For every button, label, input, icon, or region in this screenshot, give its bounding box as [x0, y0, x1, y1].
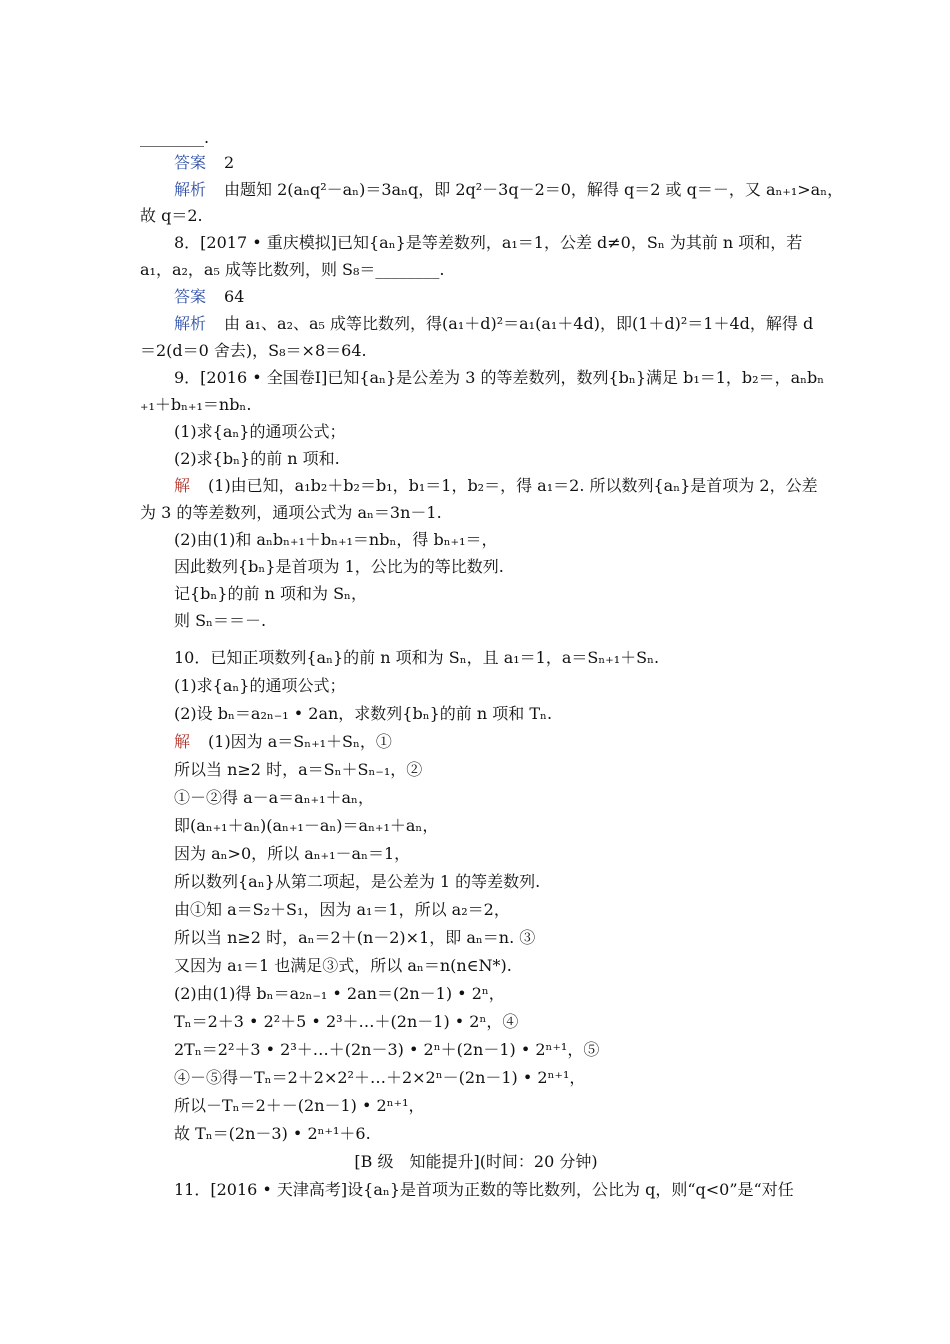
text-line — [174, 788, 374, 808]
text-line — [174, 449, 340, 469]
line-text: 记{bₙ}的前 n 项和为 Sₙ， — [174, 584, 367, 603]
line-text: 11．[2016 • 天津高考]设{aₙ}是首项为正数的等比数列，公比为 q，则“q<0”是“对任 — [174, 1180, 794, 1199]
blank-fill-line — [140, 128, 209, 148]
line-text: 则 Sₙ＝＝－. — [174, 611, 267, 630]
line-text: 64 — [224, 287, 245, 306]
line-text: (2)由(1)和 aₙbₙ₊₁＋bₙ₊₁＝nbₙ，得 bₙ₊₁＝， — [174, 530, 498, 549]
line-text: 所以当 n≥2 时，aₙ＝2＋(n－2)×1，即 aₙ＝n. ③ — [174, 928, 536, 947]
line-text: 为 3 的等差数列，通项公式为 aₙ＝3n－1. — [140, 503, 442, 522]
line-text: 8．[2017 • 重庆模拟]已知{aₙ}是等差数列，a₁＝1，公差 d≠0，Sₙ 为其前 n 项和，若 — [174, 233, 803, 252]
answer-line — [174, 153, 234, 173]
answer-tag: 答案 — [174, 287, 207, 306]
text-line — [174, 557, 504, 577]
text-line — [174, 422, 346, 442]
text-line — [174, 676, 346, 696]
text-line — [140, 260, 445, 280]
text-line — [174, 900, 510, 920]
line-text: 由①知 a＝S₂＋S₁，因为 a₁＝1，所以 a₂＝2， — [174, 900, 510, 919]
line-text: 因为 aₙ>0，所以 aₙ₊₁－aₙ＝1， — [174, 844, 411, 863]
line-text: a₁，a₂，a₅ 成等比数列，则 S₈＝________. — [140, 260, 445, 279]
text-line — [174, 1124, 371, 1144]
line-text: [B 级 知能提升](时间：20 分钟) — [354, 1152, 598, 1171]
line-text: ①－②得 a－a＝aₙ₊₁＋aₙ， — [174, 788, 374, 807]
question-8-line — [174, 233, 802, 253]
line-text: 又因为 a₁＝1 也满足③式，所以 aₙ＝n(n∈N*). — [174, 956, 512, 975]
question-11-line — [174, 1180, 794, 1200]
solution-tag: 解 — [174, 732, 191, 751]
line-text: ④－⑤得－Tₙ＝2＋2×2²＋…＋2×2ⁿ－(2n－1) • 2ⁿ⁺¹， — [174, 1068, 586, 1087]
text-line — [174, 816, 438, 836]
line-text: (1)因为 a＝Sₙ₊₁＋Sₙ，① — [208, 732, 392, 751]
text-line — [174, 956, 512, 976]
line-text: (1)由已知，a₁b₂＋b₂＝b₁，b₁＝1，b₂＝，得 a₁＝2. 所以数列{aₙ}是首项为 2，公差 — [208, 476, 818, 495]
text-line — [174, 928, 535, 948]
line-text: (1)求{aₙ}的通项公式； — [174, 676, 346, 695]
question-10-line — [174, 648, 659, 668]
text-line — [174, 1096, 425, 1116]
text-line — [174, 844, 410, 864]
line-text: ＝2(d＝0 舍去)，S₈＝×8＝64. — [140, 341, 367, 360]
line-text: 所以当 n≥2 时，a＝Sₙ＋Sₙ₋₁，② — [174, 760, 423, 779]
line-text: Tₙ＝2＋3 • 2²＋5 • 2³＋…＋(2n－1) • 2ⁿ，④ — [174, 1012, 519, 1031]
solution-line — [174, 732, 392, 752]
text-line — [174, 704, 552, 724]
line-text: 2 — [224, 153, 235, 172]
line-text: (2)由(1)得 bₙ＝a₂ₙ₋₁ • 2an＝(2n－1) • 2ⁿ， — [174, 984, 505, 1003]
text-line — [174, 1012, 518, 1032]
line-text: (1)求{aₙ}的通项公式； — [174, 422, 346, 441]
answer-line — [174, 287, 244, 307]
line-text: 9．[2016 • 全国卷Ⅰ]已知{aₙ}是公差为 3 的等差数列，数列{bₙ}满足 b₁＝1，b₂＝，aₙbₙ — [174, 368, 825, 387]
line-text: 由题知 2(aₙq²－aₙ)＝3aₙq，即 2q²－3q－2＝0，解得 q＝2 或 q＝－，又 aₙ₊₁>aₙ， — [224, 180, 844, 199]
analysis-line — [174, 314, 813, 334]
line-text: 2Tₙ＝2²＋3 • 2³＋…＋(2n－3) • 2ⁿ＋(2n－1) • 2ⁿ⁺¹，⑤ — [174, 1040, 600, 1059]
analysis-tag: 解析 — [174, 314, 207, 333]
line-text: (2)求{bₙ}的前 n 项和. — [174, 449, 340, 468]
text-line — [174, 530, 498, 550]
section-heading — [140, 1152, 812, 1172]
solution-line — [174, 476, 818, 496]
line-text: 10．已知正项数列{aₙ}的前 n 项和为 Sₙ，且 a₁＝1，a＝Sₙ₊₁＋Sₙ. — [174, 648, 660, 667]
text-line — [174, 1068, 585, 1088]
line-text: 因此数列{bₙ}是首项为 1，公比为的等比数列. — [174, 557, 504, 576]
text-line — [174, 760, 422, 780]
line-text: 所以－Tₙ＝2＋－(2n－1) • 2ⁿ⁺¹， — [174, 1096, 425, 1115]
text-line — [140, 206, 203, 226]
line-text: (2)设 bₙ＝a₂ₙ₋₁ • 2an，求数列{bₙ}的前 n 项和 Tₙ. — [174, 704, 553, 723]
text-line — [174, 872, 540, 892]
answer-tag: 答案 — [174, 153, 207, 172]
text-line — [140, 341, 367, 361]
line-text: 即(aₙ₊₁＋aₙ)(aₙ₊₁－aₙ)＝aₙ₊₁＋aₙ， — [174, 816, 439, 835]
line-text: ₊₁＋bₙ₊₁＝nbₙ. — [140, 395, 252, 414]
text-line — [174, 984, 505, 1004]
text-line — [140, 503, 442, 523]
line-text: 所以数列{aₙ}从第二项起，是公差为 1 的等差数列. — [174, 872, 541, 891]
text-line — [174, 611, 266, 631]
solution-tag: 解 — [174, 476, 191, 495]
line-text: 故 Tₙ＝(2n－3) • 2ⁿ⁺¹＋6. — [174, 1124, 371, 1143]
analysis-line — [174, 180, 843, 200]
text-line — [174, 1040, 599, 1060]
line-text: 故 q＝2. — [140, 206, 203, 225]
text-line — [174, 584, 367, 604]
line-text: 由 a₁、a₂、a₅ 成等比数列，得(a₁＋d)²＝a₁(a₁＋4d)，即(1＋d)²＝1＋4d，解得 d — [224, 314, 814, 333]
analysis-tag: 解析 — [174, 180, 207, 199]
text-line — [140, 395, 251, 415]
line-text: ________. — [140, 128, 210, 147]
question-9-line — [174, 368, 824, 388]
